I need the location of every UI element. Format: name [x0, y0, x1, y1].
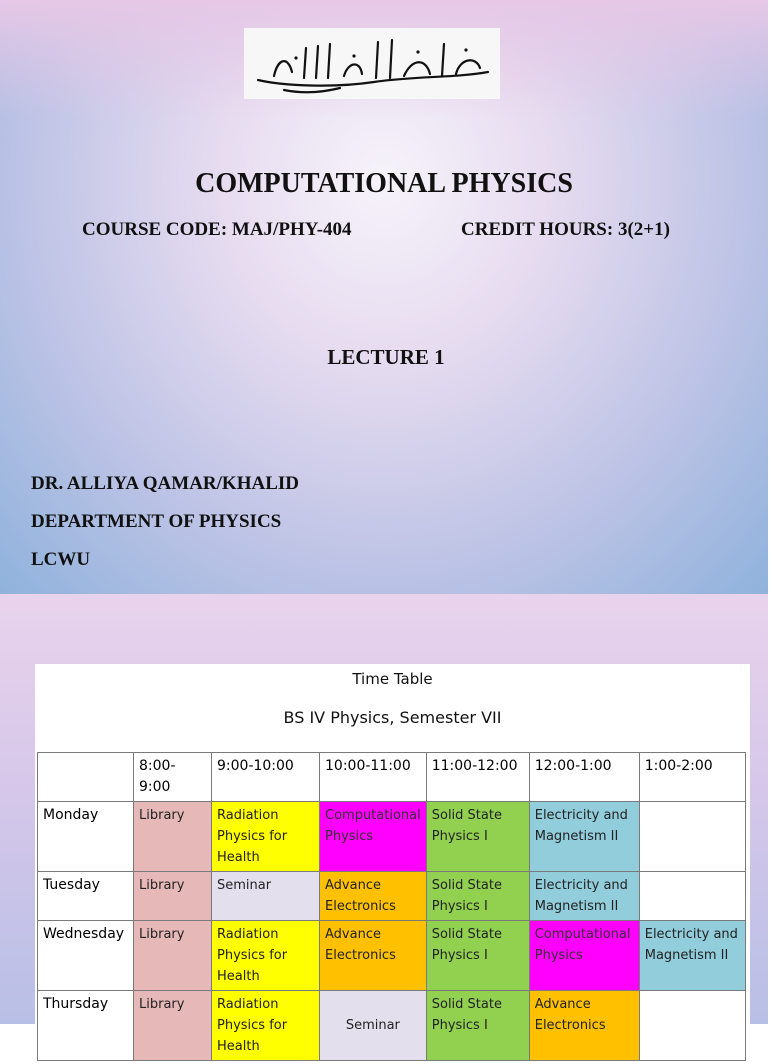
class-cell: Radiation Physics for Health	[212, 991, 320, 1061]
course-code: COURSE CODE: MAJ/PHY-404	[82, 219, 352, 240]
time-slot-header: 8:00-9:00	[134, 753, 212, 802]
lecture-number: LECTURE 1	[327, 345, 445, 369]
class-cell: Library	[134, 802, 212, 872]
time-slot-header: 1:00-2:00	[639, 753, 745, 802]
timetable-row	[38, 872, 746, 921]
day-cell: Wednesday	[38, 921, 134, 991]
institution-name: LCWU	[31, 549, 91, 570]
class-cell	[639, 802, 745, 872]
day-cell: Monday	[38, 802, 134, 872]
timetable-title: Time Table	[352, 670, 433, 688]
class-cell: Electricity and Magnetism II	[529, 802, 639, 872]
timetable-slide	[0, 594, 768, 1054]
class-cell: Seminar	[320, 991, 427, 1061]
timetable-subtitle: BS IV Physics, Semester VII	[283, 708, 502, 727]
class-cell: Computational Physics	[320, 802, 427, 872]
class-cell: Advance Electronics	[529, 991, 639, 1061]
day-cell: Tuesday	[38, 872, 134, 921]
day-cell: Thursday	[38, 991, 134, 1061]
time-slot-header: 11:00-12:00	[426, 753, 529, 802]
class-cell: Advance Electronics	[320, 921, 427, 991]
class-cell: Electricity and Magnetism II	[639, 921, 745, 991]
class-cell: Library	[134, 872, 212, 921]
author-name: DR. ALLIYA QAMAR/KHALID	[31, 473, 299, 494]
timetable-row	[38, 802, 746, 872]
class-cell: Library	[134, 991, 212, 1061]
credit-hours: CREDIT HOURS: 3(2+1)	[461, 219, 670, 240]
timetable-table	[37, 752, 746, 1061]
bismillah-calligraphy-image	[244, 28, 500, 99]
class-cell: Solid State Physics I	[426, 872, 529, 921]
class-cell: Radiation Physics for Health	[212, 921, 320, 991]
time-slot-header: 12:00-1:00	[529, 753, 639, 802]
class-cell: Radiation Physics for Health	[212, 802, 320, 872]
time-slot-header: 10:00-11:00	[320, 753, 427, 802]
header-corner-cell	[38, 753, 134, 802]
timetable-document	[35, 664, 750, 1064]
time-slot-header: 9:00-10:00	[212, 753, 320, 802]
class-cell: Advance Electronics	[320, 872, 427, 921]
department-name: DEPARTMENT OF PHYSICS	[31, 511, 282, 532]
class-cell: Solid State Physics I	[426, 802, 529, 872]
class-cell: Library	[134, 921, 212, 991]
class-cell: Seminar	[212, 872, 320, 921]
timetable-row	[38, 921, 746, 991]
class-cell: Solid State Physics I	[426, 921, 529, 991]
class-cell	[639, 991, 745, 1061]
class-cell	[639, 872, 745, 921]
timetable-row	[38, 991, 746, 1061]
calligraphy-drawing	[244, 28, 500, 99]
course-title: COMPUTATIONAL PHYSICS	[195, 168, 573, 199]
class-cell: Electricity and Magnetism II	[529, 872, 639, 921]
timetable-header-row	[38, 753, 746, 802]
class-cell: Computational Physics	[529, 921, 639, 991]
class-cell: Solid State Physics I	[426, 991, 529, 1061]
